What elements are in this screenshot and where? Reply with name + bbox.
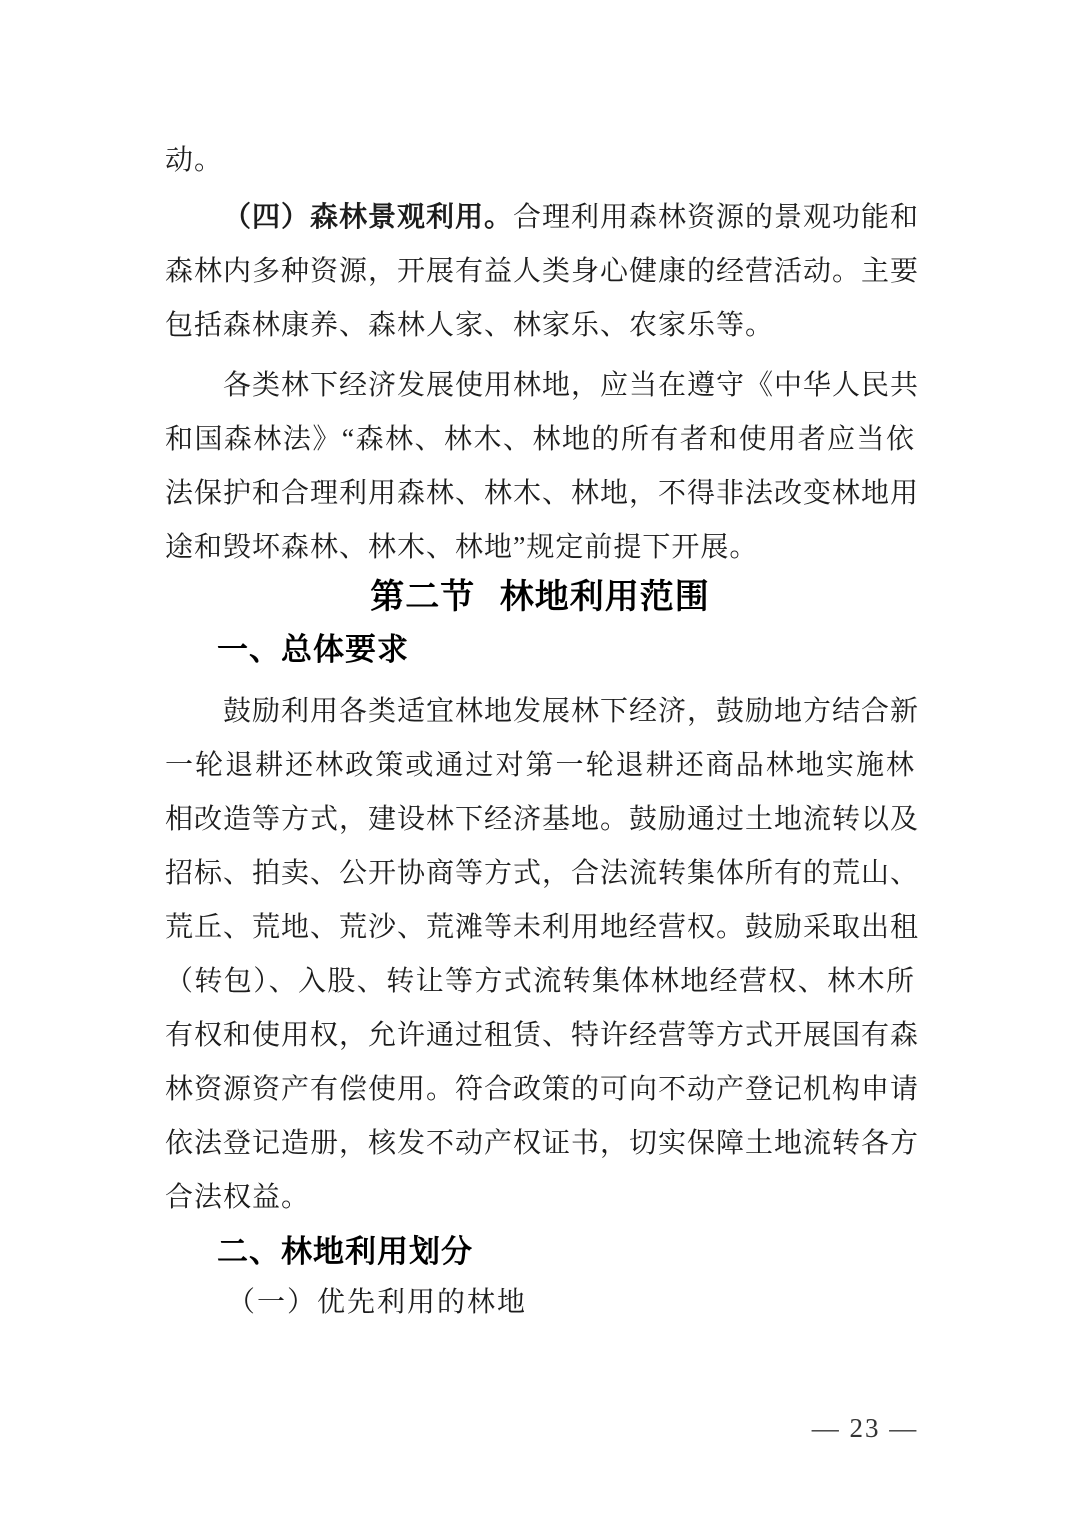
body-text-line: 森林内多种资源，开展有益人类身心健康的经营活动。主要 [165,256,920,287]
body-text-line: 依法登记造册，核发不动产权证书，切实保障土地流转各方 [165,1128,920,1159]
body-text-line [165,191,920,245]
body-text-line: 招标、拍卖、公开协商等方式，合法流转集体所有的荒山、 [165,858,920,889]
subsection-heading-overall-requirements: 一、总体要求 [217,632,409,667]
section-heading: 第二节 林地利用范围 [370,578,710,616]
subsection-heading-land-use-classification: 二、林地利用划分 [217,1234,473,1269]
body-text-line: 鼓励利用各类适宜林地发展林下经济，鼓励地方结合新 [223,696,920,727]
body-text-line: 相改造等方式，建设林下经济基地。鼓励通过土地流转以及 [165,804,920,835]
body-text-line: 各类林下经济发展使用林地，应当在遵守《中华人民共 [223,370,920,401]
document-body [165,134,920,1330]
page-number: — 23 — [811,1413,919,1443]
body-text-line: 林资源资产有偿使用。符合政策的可向不动产登记机构申请 [165,1074,920,1105]
body-text-line: 有权和使用权，允许通过租赁、特许经营等方式开展国有森 [165,1020,920,1051]
paragraph-law-compliance [165,359,920,575]
body-text-line: 法保护和合理利用森林、林木、林地，不得非法改变林地用 [165,478,920,509]
body-text-line: 和国森林法》“森林、林木、林地的所有者和使用者应当依 [165,424,915,455]
body-text-line-continuation: 动。 [165,145,224,176]
item-heading-priority-use-land: （一）优先利用的林地 [227,1287,528,1318]
body-text-line: （转包）、入股、转让等方式流转集体林地经营权、林木所 [165,966,915,997]
body-text-line: 一轮退耕还林政策或通过对第一轮退耕还商品林地实施林 [165,750,915,781]
body-text-line: 包括森林康养、森林人家、林家乐、农家乐等。 [165,310,775,341]
body-text-line: 合法权益。 [165,1182,311,1213]
body-text-line: 途和毁坏森林、林木、林地”规定前提下开展。 [165,532,759,563]
paragraph-forest-landscape-use [165,191,920,353]
paragraph-general-requirements [165,685,920,1225]
body-text-run: 合理利用森林资源的景观功能和 [513,202,920,233]
list-item-label: （四）森林景观利用。 [223,202,514,233]
body-text-line: 荒丘、荒地、荒沙、荒滩等未利用地经营权。鼓励采取出租 [165,912,920,943]
